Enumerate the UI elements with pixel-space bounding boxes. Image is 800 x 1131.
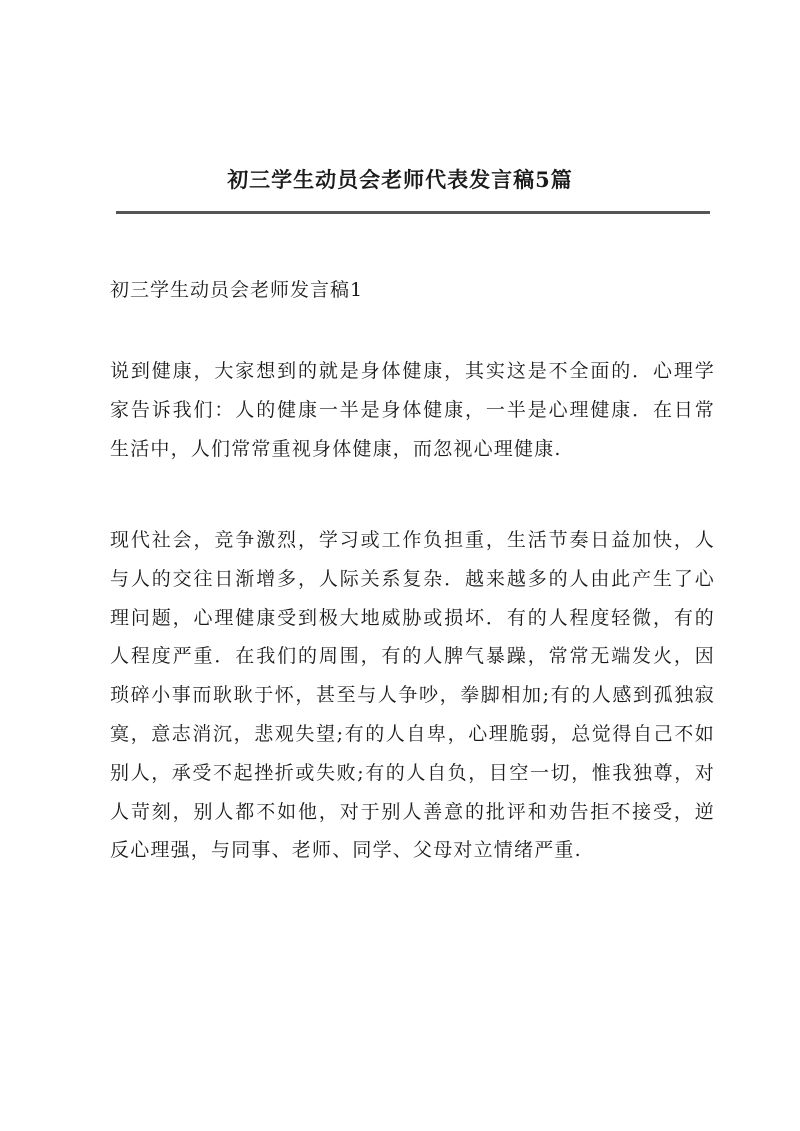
section-heading: 初三学生动员会老师发言稿1 <box>110 279 364 301</box>
paragraph-1: 说到健康，大家想到的就是身体健康，其实这是不全面的．心理学家告诉我们：人的健康一半是身体健康，一半是心理健康．在日常生活中，人们常常重视身体健康，而忽视心理健康. <box>110 360 715 460</box>
document-title: 初三学生动员会老师代表发言稿5篇 <box>227 167 573 192</box>
paragraph-2: 现代社会，竞争激烈，学习或工作负担重，生活节奏日益加快，人与人的交往日渐增多，人际关系复杂．越来越多的人由此产生了心理问题，心理健康受到极大地威胁或损坏．有的人程度轻微，有的人程度严重．在我们的周围，有的人脾气暴躁，常常无端发火，因琐碎小事而耿耿于怀，甚至与人争吵，拳脚相加;有的人感到孤独寂寞，意志消沉，悲观失望;有的人自卑，心理脆弱，总觉得自己不如别人，承受不起挫折或失败;有的人自负，目空一切，惟我独尊，对人苛刻，别人都不如他，对于别人善意的批评和劝告拒不接受，逆反心理强，与同事、老师、同学、父母对立情绪严重. <box>110 529 715 862</box>
title-divider <box>116 211 710 214</box>
